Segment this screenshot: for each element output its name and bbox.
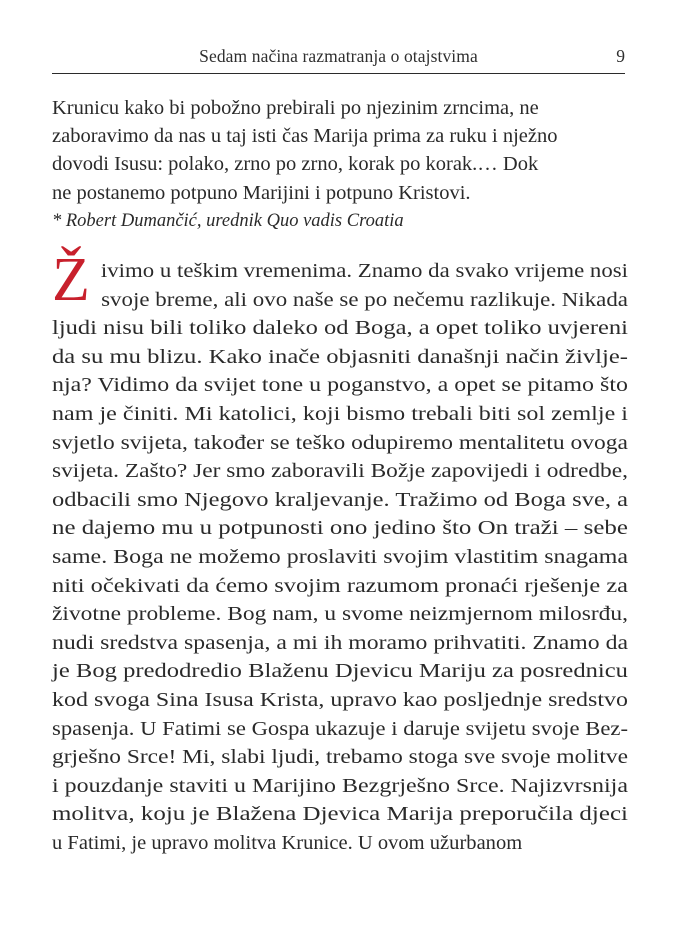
body-line: nam je činiti. Mi katolici, koji bismo trebali biti sol zemlje i [52, 402, 628, 425]
body-line: odbacili smo Njegovo kraljevanje. Tražimo od Boga sve, a [52, 488, 628, 511]
quote-attribution: * Robert Dumančić, urednik Quo vadis Croatia [52, 210, 404, 231]
body-line: molitva, koju je Blažena Djevica Marija preporučila djeci [52, 803, 628, 826]
text-block [52, 94, 628, 857]
quote-line: Krunicu kako bi pobožno prebirali po njezinim zrncima, ne [52, 97, 539, 119]
quote-line: dovodi Isusu: polako, zrno po zrno, korak po korak.… Dok [52, 153, 539, 176]
body-line: kod svoga Sina Isusa Krista, upravo kao posljednje sredstvo [52, 688, 628, 711]
header-rule-divider [52, 73, 625, 74]
body-line: ivimo u teškim vremenima. Znamo da svako vrijeme nosi [100, 260, 629, 283]
quote-line: ne postanemo potpuno Marijini i potpuno Kristovi. [52, 181, 471, 204]
body-lines [52, 257, 628, 857]
body-line: nja? Vidimo da svijet tone u poganstvo, a opet se pitamo što [52, 374, 628, 397]
drop-cap-letter: Ž [52, 246, 90, 315]
page-header-inner [52, 44, 625, 70]
body-line: životne probleme. Bog nam, u svome neizmjernom milosrđu, [52, 603, 628, 626]
body-line: niti očekivati da ćemo svojim razumom pronaći rješenje za [52, 574, 628, 597]
body-line: ne dajemo mu u potpunosti ono jedino što On traži – sebe [52, 517, 628, 540]
quote-line: zaboravimo da nas u taj isti čas Marija prima za ruku i nježno [52, 125, 558, 148]
body-line: nudi sredstva spasenja, a mi ih moramo prihvatiti. Znamo da [52, 631, 628, 654]
body-line: svjetlo svijeta, također se teško odupiremo mentalitetu ovoga [52, 431, 628, 454]
page-header [52, 44, 625, 74]
body-line: da su mu blizu. Kako inače objasniti današnji način življe- [52, 345, 628, 368]
body-line: svoje breme, ali ovo naše se po nečemu razlikuje. Nikada [101, 288, 628, 311]
epigraph-quote [52, 94, 628, 207]
body-line: spasenja. U Fatimi se Gospa ukazuje i daruje svijetu svoje Bez- [52, 717, 628, 740]
body-line: grješno Srce! Mi, slabi ljudi, trebamo stoga sve svoje molitve [52, 746, 628, 769]
page-number: 9 [616, 46, 625, 66]
body-line: i pouzdanje staviti u Marijino Bezgrješno Srce. Najizvrsnija [52, 774, 628, 797]
body-line: je Bog predodredio Blaženu Djevicu Mariju za posrednicu [52, 660, 628, 683]
body-line: same. Boga ne možemo proslaviti svojim vlastitim snagama [52, 545, 628, 568]
body-line: ljudi nisu bili toliko daleko od Boga, a opet toliko uvjereni [52, 317, 628, 340]
body-paragraph [52, 246, 629, 857]
running-head-title: Sedam načina razmatranja o otajstvima [199, 46, 478, 66]
body-line: u Fatimi, je upravo molitva Krunice. U ovom užurbanom [52, 831, 523, 854]
body-line: svijeta. Zašto? Jer smo zaboravili Božje zapovijedi i odredbe, [52, 460, 628, 483]
